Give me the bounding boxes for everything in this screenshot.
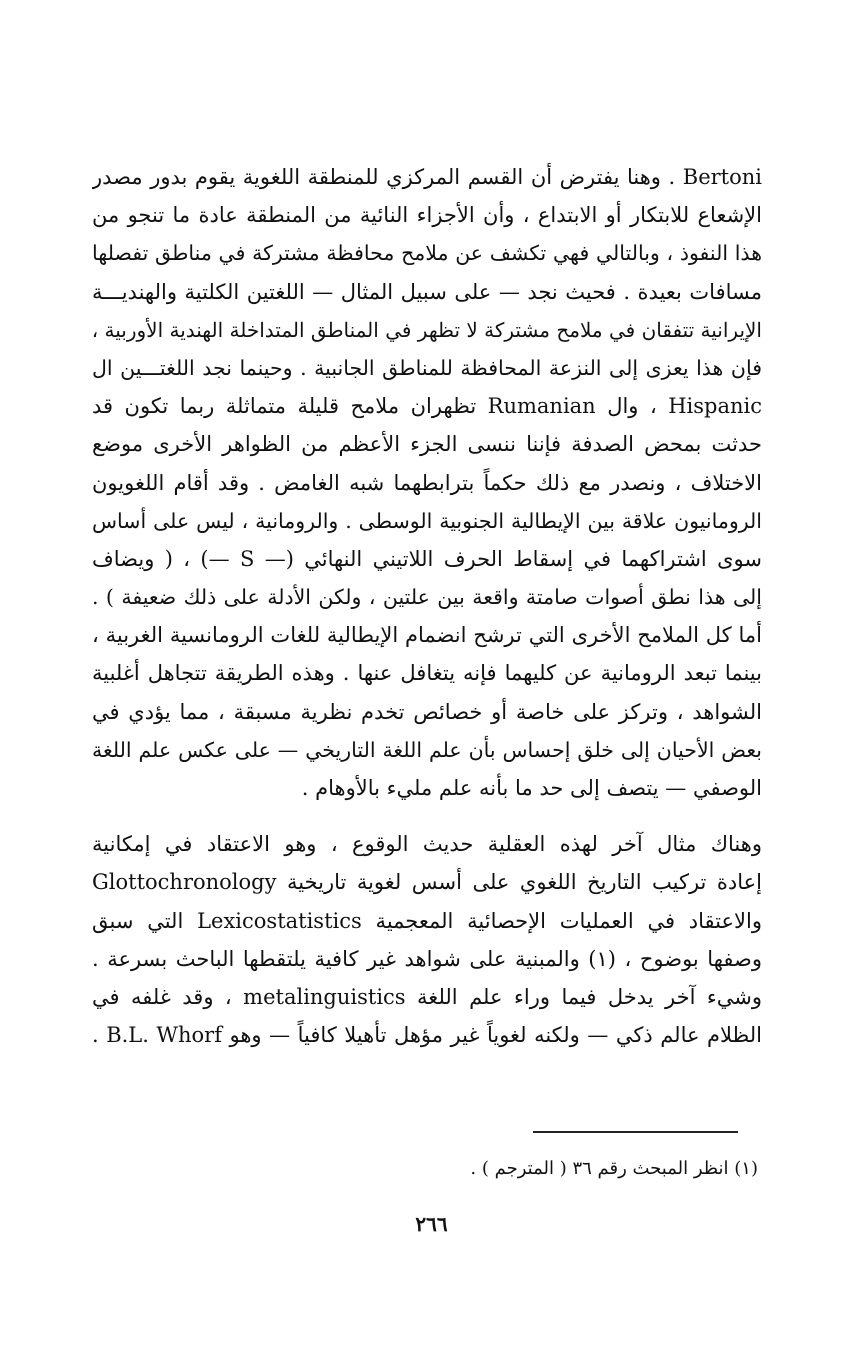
text-line: الظلام عالم ذكي — ولكنه لغوياً غير مؤهل تأهيلا كافياً — وهو B.L. Whorf . (92, 1023, 762, 1048)
text-line: إلى هذا نطق أصوات صامتة واقعة بين علتين ، ولكن الأدلة على ذلك ضعيفة ) . (92, 585, 762, 610)
text-line: مسافات بعيدة . فحيث نجد — على سبيل المثال — اللغتين الكلتية والهنديـــة (92, 279, 762, 304)
page-number: ٢٦٦ (415, 1212, 448, 1236)
text-line: حدثت بمحض الصدفة فإننا ننسى الجزء الأعظم من الظواهر الأخرى موضع (92, 432, 762, 457)
text-line: والاعتقاد في العمليات الإحصائية المعجمية Lexicostatistics التي سبق (92, 908, 762, 933)
footnote-divider (533, 1131, 738, 1133)
body-text (92, 158, 762, 1054)
text-line: وصفها بوضوح ، (١) والمبنية على شواهد غير كافية يلتقطها الباحث بسرعة . (92, 946, 762, 971)
text-line: سوى اشتراكهما في إسقاط الحرف اللاتيني النهائي (— S —) ، ( ويضاف (92, 546, 762, 571)
text-line: الرومانيون علاقة بين الإيطالية الجنوبية الوسطى . والرومانية ، ليس على أساس (92, 508, 762, 533)
text-line: الشواهد ، وتركز على خاصة أو خصائص تخدم نظرية مسبقة ، مما يؤدي في (92, 699, 762, 724)
text-line: بينما تبعد الرومانية عن كليهما فإنه يتغافل عنها . وهذه الطريقة تتجاهل أغلبية (92, 661, 762, 686)
text-line: فإن هذا يعزى إلى النزعة المحافظة للمناطق الجانبية . وحينما نجد اللغتـــين ال (92, 355, 762, 380)
text-line: Hispanic ، وال Rumanian تظهران ملامح قليلة متماثلة ربما تكون قد (92, 394, 762, 419)
text-line: إعادة تركيب التاريخ اللغوي على أسس لغوية تاريخية Glottochronology (92, 870, 762, 895)
text-line: هذا النفوذ ، وبالتالي فهي تكشف عن ملامح محافظة مشتركة في مناطق تفصلها (92, 241, 762, 266)
text-line: الوصفي — يتصف إلى حد ما بأنه علم مليء بالأوهام . (301, 776, 762, 800)
text-line: الإشعاع للابتكار أو الابتداع ، وأن الأجزاء النائية من المنطقة عادة ما تنجو من (92, 203, 762, 228)
text-line: وهناك مثال آخر لهذه العقلية حديث الوقوع ، وهو الاعتقاد في إمكانية (92, 832, 762, 857)
text-line: بعض الأحيان إلى خلق إحساس بأن علم اللغة التاريخي — على عكس علم اللغة (92, 737, 762, 762)
text-line: Bertoni . وهنا يفترض أن القسم المركزي للمنطقة اللغوية يقوم بدور مصدر (92, 165, 762, 189)
text-line: أما كل الملامح الأخرى التي ترشح انضمام الإيطالية للغات الرومانسية الغربية ، (92, 623, 762, 648)
text-line: الاختلاف ، ونصدر مع ذلك حكماً بترابطهما شبه الغامض . وقد أقام اللغويون (92, 470, 762, 495)
footnote: (١) انظر المبحث رقم ٣٦ ( المترجم ) . (470, 1158, 758, 1179)
text-line: الإيرانية تتفقان في ملامح مشتركة لا تظهر في المناطق المتداخلة الهندية الأوربية ، (92, 317, 762, 342)
paragraph-gap (92, 807, 762, 825)
text-line: وشيء آخر يدخل فيما وراء علم اللغة metalinguistics ، وقد غلفه في (92, 984, 762, 1009)
